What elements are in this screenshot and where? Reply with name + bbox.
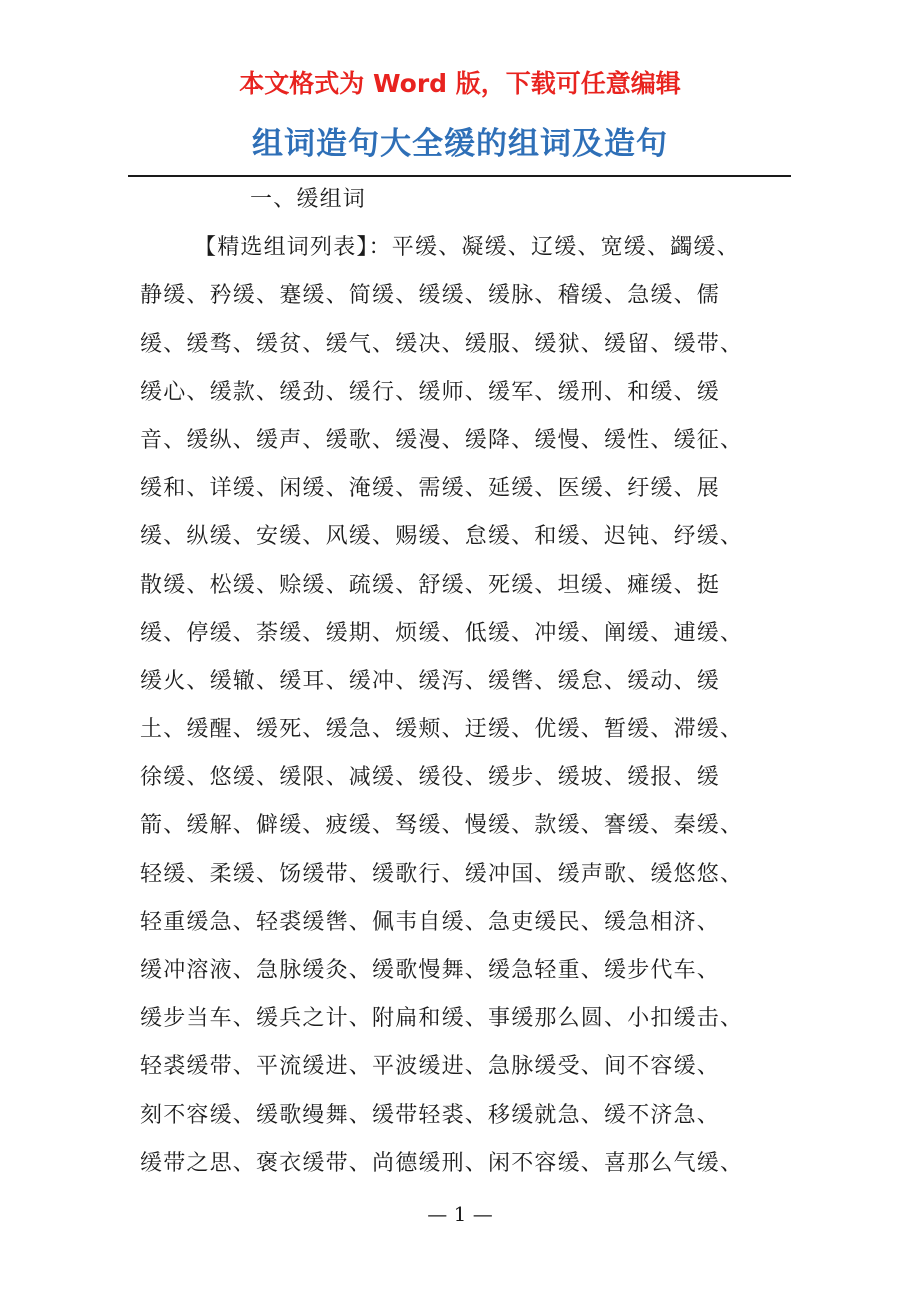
text-line: 缓步当车、缓兵之计、附扁和缓、事缓那么圆、小扣缓击、 bbox=[140, 1006, 744, 1032]
text-line: 散缓、松缓、赊缓、疏缓、舒缓、死缓、坦缓、瘫缓、挺 bbox=[140, 572, 721, 598]
text-line: 箭、缓解、僻缓、疲缓、驽缓、慢缓、款缓、謇缓、秦缓、 bbox=[140, 813, 744, 839]
text-line: 刻不容缓、缓歌缦舞、缓带轻裘、移缓就急、缓不济急、 bbox=[140, 1102, 721, 1128]
text-line: 缓带之思、褒衣缓带、尚德缓刑、闲不容缓、喜那么气缓、 bbox=[140, 1150, 744, 1176]
text-line: 轻缓、柔缓、饧缓带、缓歌行、缓冲国、缓声歌、缓悠悠、 bbox=[140, 861, 744, 887]
document-title: 组词造句大全缓的组词及造句 bbox=[252, 126, 668, 162]
text-line: 缓冲溶液、急脉缓灸、缓歌慢舞、缓急轻重、缓步代车、 bbox=[140, 958, 721, 983]
text-line: 轻裘缓带、平流缓进、平波缓进、急脉缓受、间不容缓、 bbox=[140, 1054, 721, 1080]
text-line: 静缓、矜缓、蹇缓、简缓、缓缓、缓脉、稽缓、急缓、儒 bbox=[140, 283, 721, 309]
page-number: — 1 — bbox=[427, 1202, 493, 1226]
text-line: 土、缓醒、缓死、缓急、缓颊、迂缓、优缓、暂缓、滞缓、 bbox=[140, 717, 744, 743]
text-line: 缓、缓骛、缓贫、缓气、缓决、缓服、缓狱、缓留、缓带、 bbox=[140, 331, 744, 357]
section-heading: 一、缓组词 bbox=[250, 187, 367, 212]
document-body bbox=[140, 176, 780, 1188]
text-line: 缓火、缓辙、缓耳、缓冲、缓泻、缓辔、缓怠、缓动、缓 bbox=[140, 668, 721, 694]
format-notice: 本文格式为 Word 版，下载可任意编辑 bbox=[239, 69, 681, 98]
text-line: 缓心、缓款、缓劲、缓行、缓师、缓军、缓刑、和缓、缓 bbox=[140, 379, 721, 405]
text-line: 【精选组词列表】：平缓、凝缓、辽缓、宽缓、蠲缓、 bbox=[194, 235, 740, 261]
text-line: 轻重缓急、轻裘缓辔、佩韦自缓、急吏缓民、缓急相济、 bbox=[140, 909, 721, 935]
text-line: 缓、纵缓、安缓、风缓、赐缓、怠缓、和缓、迟钝、纾缓、 bbox=[140, 524, 744, 550]
text-line: 音、缓纵、缓声、缓歌、缓漫、缓降、缓慢、缓性、缓征、 bbox=[140, 427, 744, 453]
text-line: 缓和、详缓、闲缓、淹缓、需缓、延缓、医缓、纡缓、展 bbox=[140, 476, 721, 502]
text-line: 徐缓、悠缓、缓限、减缓、缓役、缓步、缓坡、缓报、缓 bbox=[140, 765, 721, 791]
text-line: 缓、停缓、荼缓、缓期、烦缓、低缓、冲缓、阐缓、逋缓、 bbox=[140, 620, 744, 646]
